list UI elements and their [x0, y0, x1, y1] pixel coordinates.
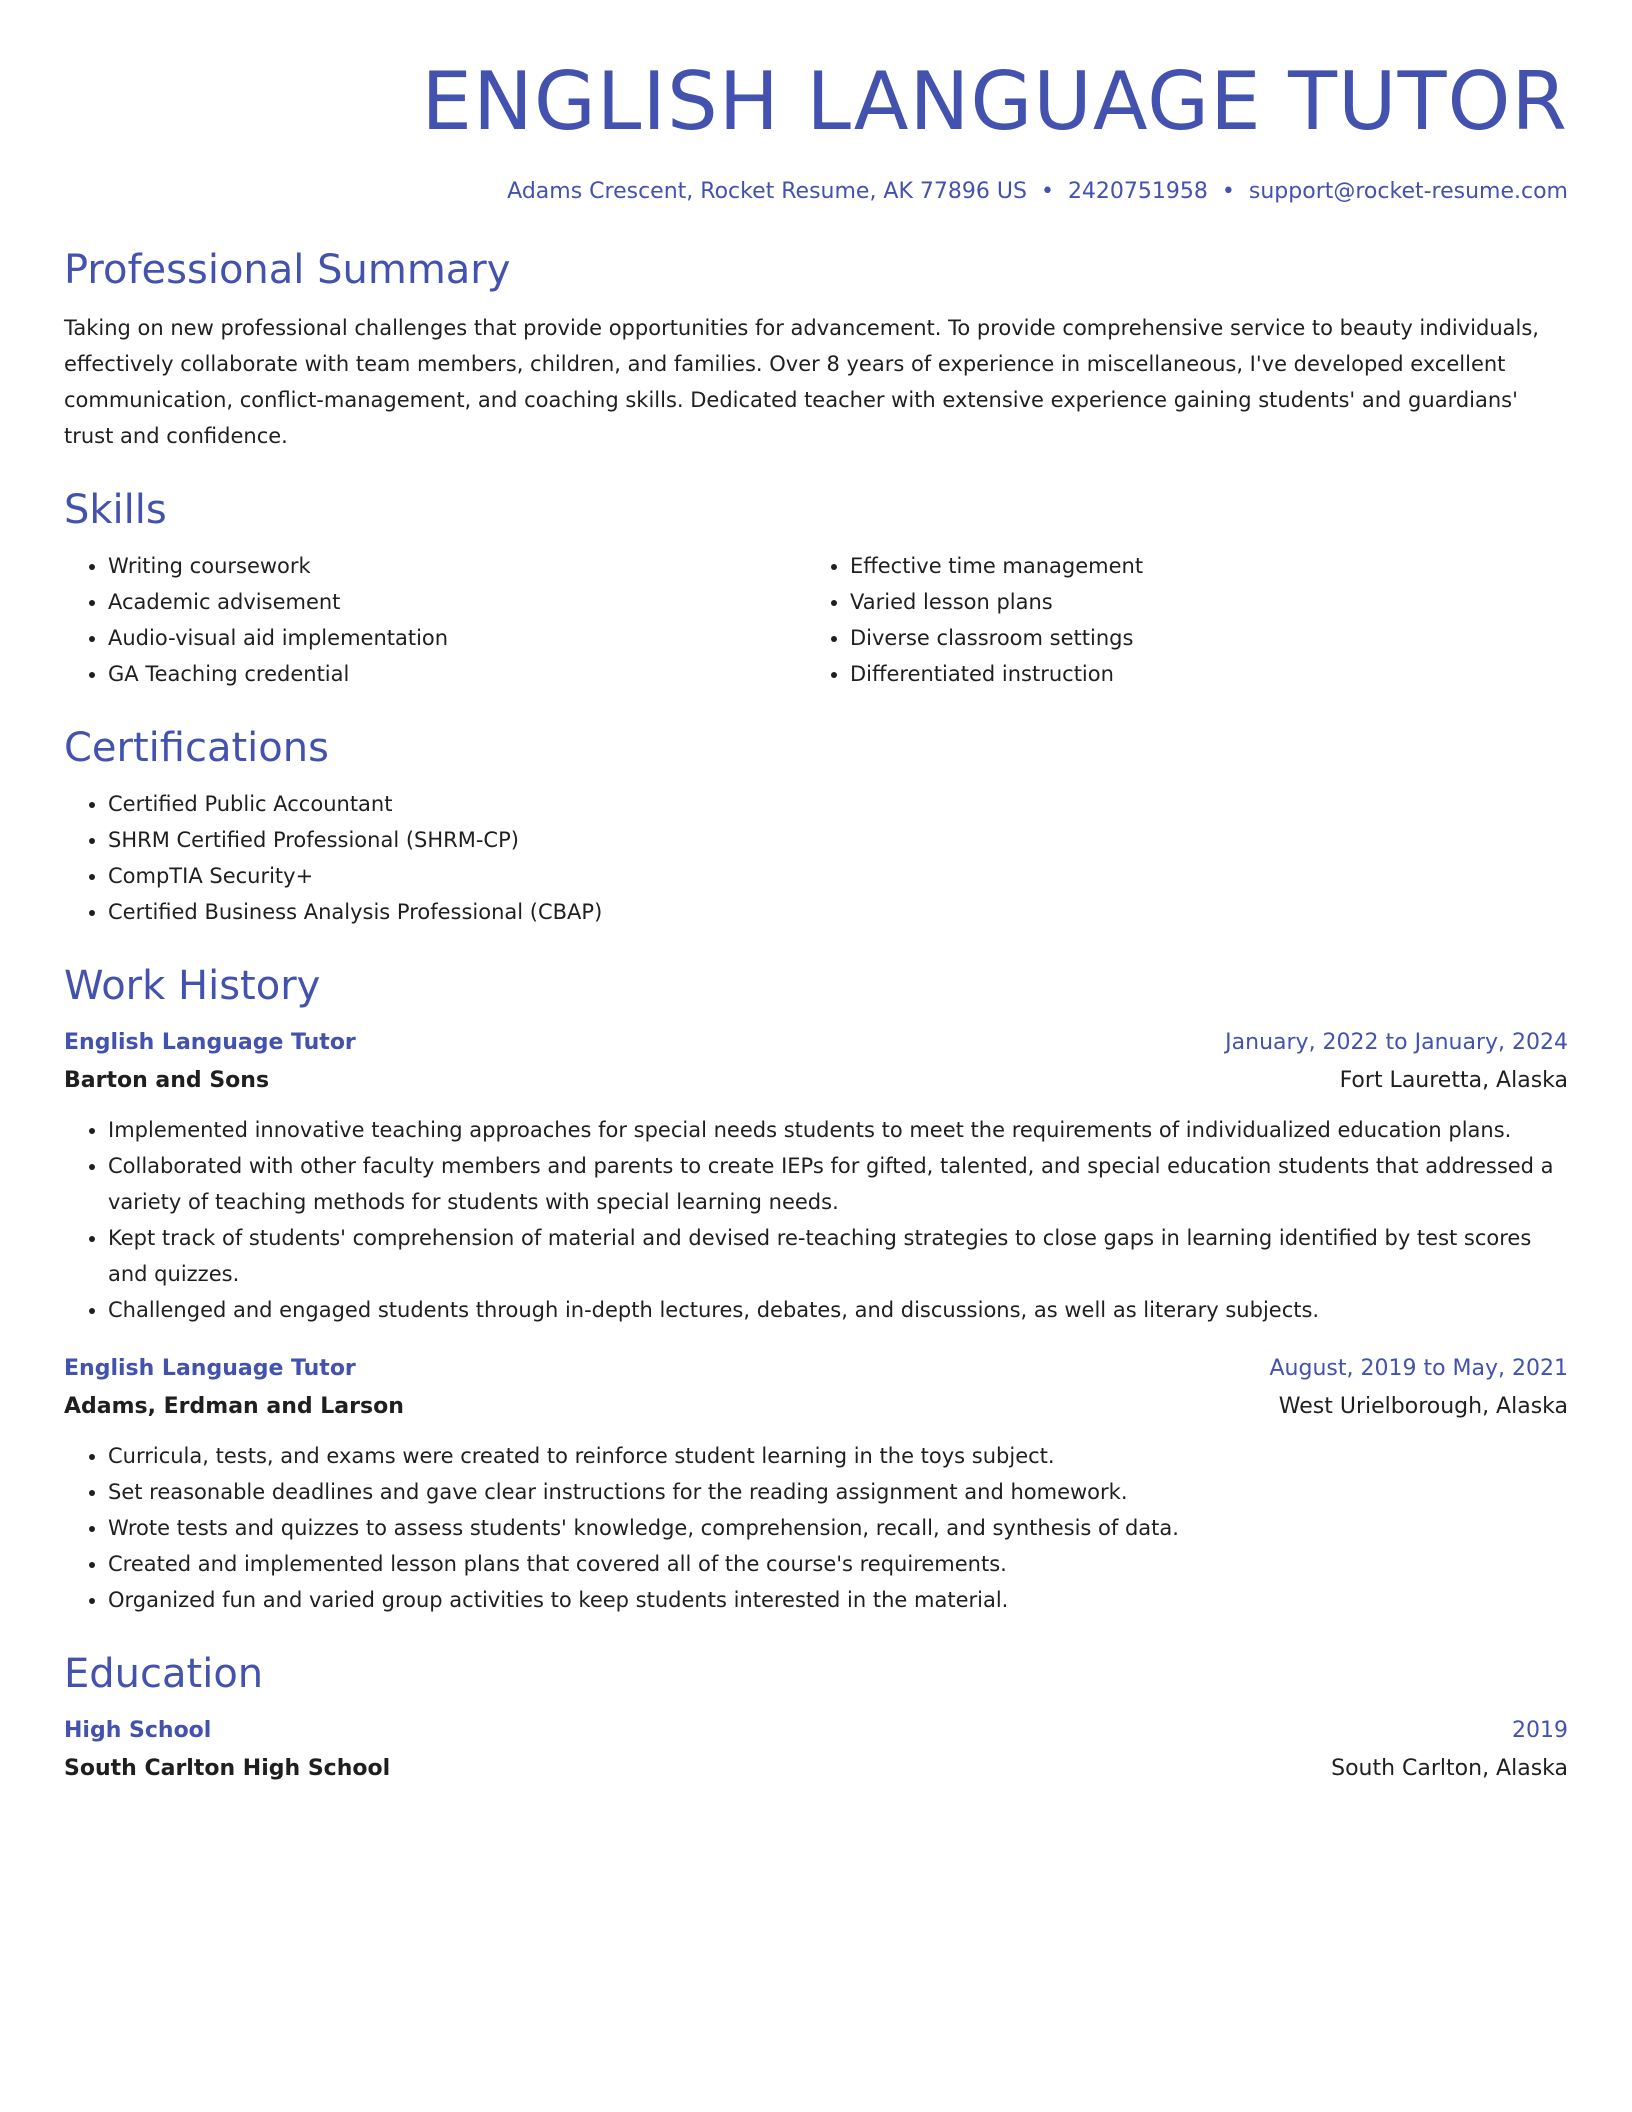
skill-item: • Diverse classroom settings — [850, 620, 1548, 656]
skill-item: • Writing coursework — [108, 548, 806, 584]
job-bullets — [64, 1438, 1568, 1618]
summary-section — [64, 242, 1568, 454]
skill-item: • Effective time management — [850, 548, 1548, 584]
certification-item: • Certified Business Analysis Professional (CBAP) — [108, 894, 1568, 930]
education-location: South Carlton, Alaska — [1331, 1756, 1568, 1781]
education-section — [64, 1646, 1568, 1788]
job-bullet: • Collaborated with other faculty members and parents to create IEPs for gifted, talented, and special education students that addressed a variety of teaching methods for students with special learning needs. — [108, 1148, 1568, 1220]
work-title: Work History — [64, 963, 321, 1009]
job-employer-row — [64, 1388, 1568, 1426]
contact-address: Adams Crescent, Rocket Resume, AK 77896 US — [507, 179, 1027, 204]
summary-title: Professional Summary — [64, 247, 511, 293]
skills-section — [64, 482, 1568, 692]
job-employer: Adams, Erdman and Larson — [64, 1394, 404, 1419]
job-bullet: • Challenged and engaged students through in-depth lectures, debates, and discussions, as well as literary subjects. — [108, 1292, 1568, 1328]
education-entry — [64, 1712, 1568, 1788]
job-dates: August, 2019 to May, 2021 — [1269, 1356, 1568, 1381]
job-title-row — [64, 1024, 1568, 1062]
job-entry — [64, 1350, 1568, 1618]
job-bullet: • Implemented innovative teaching approaches for special needs students to meet the requirements of individualized education plans. — [108, 1112, 1568, 1148]
skills-grid — [64, 548, 1568, 692]
skill-item: • GA Teaching credential — [108, 656, 806, 692]
certifications-title: Certifications — [64, 725, 329, 771]
job-title-row — [64, 1350, 1568, 1388]
job-bullet: • Set reasonable deadlines and gave clear instructions for the reading assignment and homework. — [108, 1474, 1568, 1510]
job-employer-row — [64, 1062, 1568, 1100]
contact-separator: • — [1221, 179, 1235, 204]
education-degree: High School — [64, 1718, 212, 1743]
education-school-row — [64, 1750, 1568, 1788]
job-location: Fort Lauretta, Alaska — [1339, 1068, 1568, 1093]
contact-phone: 2420751958 — [1067, 179, 1208, 204]
education-title: Education — [64, 1651, 264, 1697]
job-entry — [64, 1024, 1568, 1328]
job-bullets — [64, 1112, 1568, 1328]
contact-line — [64, 176, 1568, 208]
job-bullet: • Organized fun and varied group activities to keep students interested in the material. — [108, 1582, 1568, 1618]
skills-column-left — [64, 548, 806, 692]
job-dates: January, 2022 to January, 2024 — [1225, 1030, 1568, 1055]
contact-separator: • — [1040, 179, 1054, 204]
job-bullet: • Created and implemented lesson plans that covered all of the course's requirements. — [108, 1546, 1568, 1582]
certifications-list — [64, 786, 1568, 930]
summary-text: Taking on new professional challenges that provide opportunities for advancement. To provide comprehensive service to beauty individuals, effectively collaborate with team members, children, and families. Over 8 years of experience in miscellaneous, I've developed excellent communication, conflict-management, and coaching skills. Dedicated teacher with extensive experience gaining students' and guardians' trust and confidence. — [64, 316, 1539, 448]
job-location: West Urielborough, Alaska — [1278, 1394, 1568, 1419]
certification-item: • SHRM Certified Professional (SHRM-CP) — [108, 822, 1568, 858]
job-employer: Barton and Sons — [64, 1068, 270, 1093]
skills-title: Skills — [64, 487, 167, 533]
education-degree-row — [64, 1712, 1568, 1750]
job-title: English Language Tutor — [64, 1030, 356, 1055]
resume-header — [64, 0, 1568, 208]
education-school: South Carlton High School — [64, 1756, 391, 1781]
skill-item: • Varied lesson plans — [850, 584, 1548, 620]
work-section — [64, 958, 1568, 1618]
resume-page — [64, 0, 1568, 1788]
job-bullet: • Kept track of students' comprehension of material and devised re-teaching strategies to close gaps in learning identified by test scores and quizzes. — [108, 1220, 1568, 1292]
skill-item: • Differentiated instruction — [850, 656, 1548, 692]
education-year: 2019 — [1512, 1718, 1568, 1743]
contact-email[interactable]: support@rocket-resume.com — [1248, 179, 1568, 204]
certification-item: • Certified Public Accountant — [108, 786, 1568, 822]
candidate-name: ENGLISH LANGUAGE TUTOR — [421, 55, 1568, 148]
skill-item: • Audio-visual aid implementation — [108, 620, 806, 656]
job-bullet: • Wrote tests and quizzes to assess students' knowledge, comprehension, recall, and synthesis of data. — [108, 1510, 1568, 1546]
skill-item: • Academic advisement — [108, 584, 806, 620]
job-title: English Language Tutor — [64, 1356, 356, 1381]
skills-column-right — [806, 548, 1548, 692]
job-bullet: • Curricula, tests, and exams were created to reinforce student learning in the toys subject. — [108, 1438, 1568, 1474]
certification-item: • CompTIA Security+ — [108, 858, 1568, 894]
certifications-section — [64, 720, 1568, 930]
